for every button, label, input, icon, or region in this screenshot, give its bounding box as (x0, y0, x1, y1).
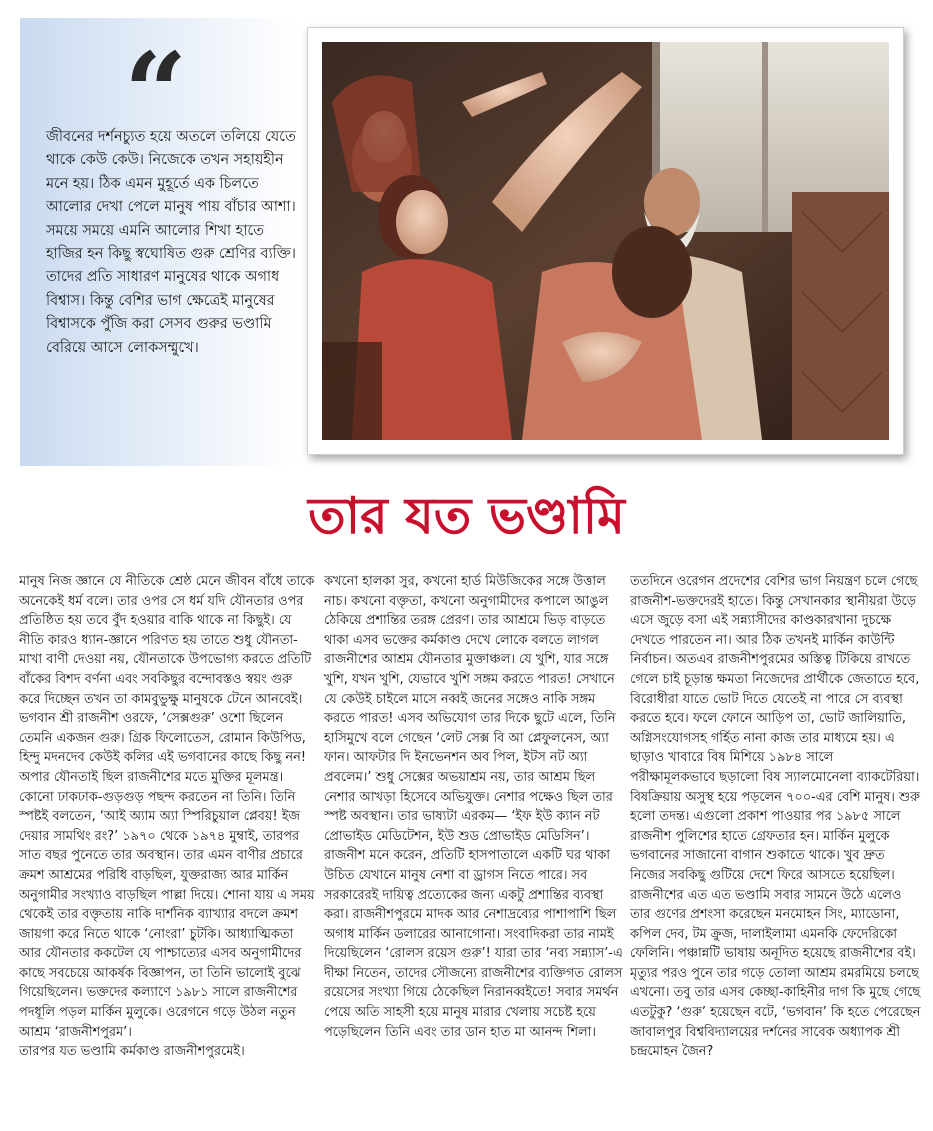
photo-image (322, 42, 889, 440)
column-3-text: ততদিনে ওরেগন প্রদেশের বেশির ভাগ নিয়ন্ত্রণ চলে গেছে রাজনীশ-ভক্তদেরই হাতে। কিন্তু সেখানকার স্থানীয়রা উড়ে এসে জুড়ে বসা এই সন্ন্যাসীদের কাণ্ডকারখানা দুচক্ষে দেখতে পারতেন না। আর ঠিক তখনই মার্কিন কাউন্টি নির্বাচন। অতএব রাজনীশপুরমের অস্তিত্ব টিকিয়ে রাখতে গেলে চাই চূড়ান্ত ক্ষমতা নিজেদের প্রার্থীকে জেতাতে হবে, বিরোধীরা যাতে ভোট দিতে যেতেই না পারে সে ব্যবস্থা করতে হবে। ফলে ফোনে আড়িপ তা, ভোট জালিয়াতি, অগ্নিসংযোগসহ গর্হিত নানা কাজ তার মাধ্যমে হয়। এ ছাড়াও খাবারে বিষ মিশিয়ে ১৯৮৪ সালে পরীক্ষামূলকভাবে ছড়ালো বিষ স্যালমোনেলা ব্যাকটেরিয়া। বিষক্রিয়ায় অসুস্থ হয়ে পড়লেন ৭০০-এর বেশি মানুষ। শুরু হলো তদন্ত। এগুলো প্রকাশ পাওয়ার পর ১৯৮৫ সালে রাজনীশ পুলিশের হাতে গ্রেফতার হন। মার্কিন মুলুকে ভগবানের সাজানো বাগান শুকাতে থাকে। খুব দ্রুত নিজের সবকিছু গুটিয়ে দেশে ফিরে আসতে হয়েছিল। রাজনীশের এত এত ভণ্ডামি সবার সামনে উঠে এলেও তার গুণের প্রশংসা করেছেন মনমোহন সিং, ম্যাডোনা, কপিল দেব, টম ক্রুজ, দালাইলামা এমনকি ফেদেরিকো ফেলিনি। পঞ্চান্নটি ভাষায় অনূদিত হয়েছে রাজনীশের বই। মৃত্যুর পরও পুনে তার গড়ে তোলা আশ্রম রমরমিয়ে চলছে এখনো। তবু তার এসব কেচ্ছা-কাহিনীর দাগ কি মুছে গেছে এতটুকু? ‘গুরু’ হয়েছেন বটে, ‘ভগবান’ কি হতে পেরেছেন জাবালপুর বিশ্ববিদ্যালয়ের দর্শনের সাবেক অধ্যাপক শ্রী চন্দ্রমোহন জৈন? (630, 574, 921, 1060)
article-photo (307, 27, 904, 455)
article-column-2 (324, 572, 624, 1124)
article-column-3 (630, 572, 922, 1124)
pull-quote-text: জীবনের দর্শনচ্যুত হয়ে অতলে তলিয়ে যেতে থাকে কেউ কেউ। নিজেকে তখন সহায়হীন মনে হয়। ঠিক এমন মুহূর্তে এক চিলতে আলোর দেখা পেলে মানুষ পায় বাঁচার আশা। সময়ে সময়ে এমনি আলোর শিখা হাতে হাজির হন কিছু স্বঘোষিত গুরু শ্রেণির ব্যক্তি। তাদের প্রতি সাধারণ মানুষের থাকে অগাধ বিশ্বাস। কিন্তু বেশির ভাগ ক্ষেত্রেই মানুষের বিশ্বাসকে পুঁজি করা সেসব গুরুর ভণ্ডামি বেরিয়ে আসে লোকসম্মুখে। (46, 129, 296, 356)
article-column-1 (19, 572, 317, 1124)
quote-mark-icon: “ (124, 28, 188, 157)
headline: তার যত ভণ্ডামি (308, 486, 625, 545)
column-2-text: কখনো হালকা সুর, কখনো হার্ড মিউজিকের সঙ্গে উত্তাল নাচ। কখনো বক্তৃতা, কখনো অনুগামীদের কপালে আঙুল ঠেকিয়ে প্রশান্তির তরঙ্গ প্রেরণ। তার আশ্রমে ভিড় বাড়তে থাকা এসব ভক্তের কর্মকাণ্ড দেখে লোকে বলতে লাগল রাজনীশের আশ্রম যৌনতার মুক্তাঞ্চল। যে খুশি, যার সঙ্গে খুশি, যখন খুশি, যেভাবে খুশি সঙ্গম করতে পারত! সেখানে যে কেউই চাইলে মাসে নব্বই জনের সঙ্গেও নাকি সঙ্গম করতে পারত! এসব অভিযোগ তার দিকে ছুটে এলে, তিনি হাসিমুখে বলে গেছেন ‘লেট সেক্স বি আ প্লেফুলনেস, অ্যা ফান। আফটার দি ইনভেনশন অব পিল, ইটস নট অ্যা প্রবলেম।’ শুধু সেক্সের অভয়াশ্রম নয়, তার আশ্রম ছিল নেশার আখড়া হিসেবে অভিযুক্ত। নেশার পক্ষেও ছিল তার স্পষ্ট অবস্থান। তার ভাষ্যটা এরকম— ‘ইফ ইউ ক্যান নট প্রোভাইড মেডিটেশন, ইউ শুড প্রোভাইড মেডিসিন’। রাজনীশ মনে করেন, প্রতিটি হাসপাতালে একটি ঘর থাকা উচিত যেখানে মানুষ নেশা বা ড্রাগস নিতে পারে। সব সরকারেরই দায়িত্ব প্রত্যেকের জন্য একটু প্রশান্তির ব্যবস্থা করা। রাজনীশপুরমে মাদক আর নেশাদ্রব্যের পাশাপাশি ছিল অগাধ মার্কিন ডলারের আনাগোনা। সংবাদিকরা তার নামই দিয়েছিলেন ‘রোলস রয়েস গুরু’! যারা তার ‘নব্য সন্ন্যাস’-এ দীক্ষা নিতেন, তাদের সৌজন্যে রাজনীশের ব্যক্তিগত রোলস রয়েসের সংখ্যা গিয়ে ঠেকেছিল নিরানব্বইতে! সবার সমর্থন পেয়ে অতি সাহসী হয়ে মানুষ মারার খেলায় সচেষ্ট হয়ে পড়েছিলেন তিনি এবং তার ডান হাত মা আনন্দ শিলা। (324, 574, 623, 1040)
column-1-text: মানুষ নিজ জ্ঞানে যে নীতিকে শ্রেষ্ঠ মেনে জীবন বাঁধে তাকে অনেকেই ধর্ম বলে। তার ওপর সে ধর্ম যদি যৌনতার ওপর প্রতিষ্ঠিত হয় তবে বুঁদ হওয়ার বাকি থাকে না কিছুই। যে নীতি কারও ধ্যান-জ্ঞানে পরিণত হয় তাতে শুধু যৌনতা-মাখা বাণী দেওয়া নয়, যৌনতাকে উপভোগ্য করতে প্রতিটি বাঁকের বিশদ বর্ণনা এবং সবকিছুর বন্দোবস্তও স্বয়ং গুরু করে দিচ্ছেন তখন তা কামবুভুক্ষু মানুষকে টেনে আনবেই। ভগবান শ্রী রাজনীশ ওরফে, ‘সেক্সগুরু’ ওশো ছিলেন তেমনি একজন গুরু। গ্রিক ফিলোতেস, রোমান কিউপিড, হিন্দু মদনদেব কেউই কলির এই ভগবানের কাছে কিছু নন! অপার যৌনতাই ছিল রাজনীশের মতে মুক্তির মূলমন্ত্র। কোনো ঢাকঢাক-গুড়গুড় পছন্দ করতেন না তিনি। তিনি স্পষ্টই বলতেন, ‘আই অ্যাম অ্যা স্পিরিচুয়াল প্লেবয়! ইজ দেয়ার সামথিং রং?’ ১৯৭০ থেকে ১৯৭৪ মুম্বাই, তারপর সাত বছর পুনেতে তার অবস্থান। তার এমন বাণীর প্রচারে ক্রমশ আশ্রমের পরিধি বাড়ছিল, যুক্তরাজ্য আর মার্কিন অনুগামীর সংখ্যাও বাড়ছিল পাল্লা দিয়ে। শোনা যায় এ সময় থেকেই তার বক্তৃতায় নাকি দার্শনিক ব্যাখ্যার বদলে ক্রমশ জায়গা করে নিতে থাকে ‘নোংরা’ চুটকি। আধ্যাত্মিকতা আর যৌনতার ককটেল যে পাশ্চাত্যের এসব অনুগামীদের কাছে সবচেয়ে আকর্ষক বিজ্ঞাপন, তা তিনি ভালোই বুঝে গিয়েছিলেন। ভক্তদের কল্যাণে ১৯৮১ সালে রাজনীশের পদধূলি পড়ল মার্কিন মুলুকে। ওরেগনে গড়ে উঠল নতুন আশ্রম ‘রাজনীশপুরম’। তারপর যত ভণ্ডামি কর্মকাণ্ড রাজনীশপুরমেই। (19, 574, 315, 1060)
pull-quote-box (20, 18, 295, 466)
